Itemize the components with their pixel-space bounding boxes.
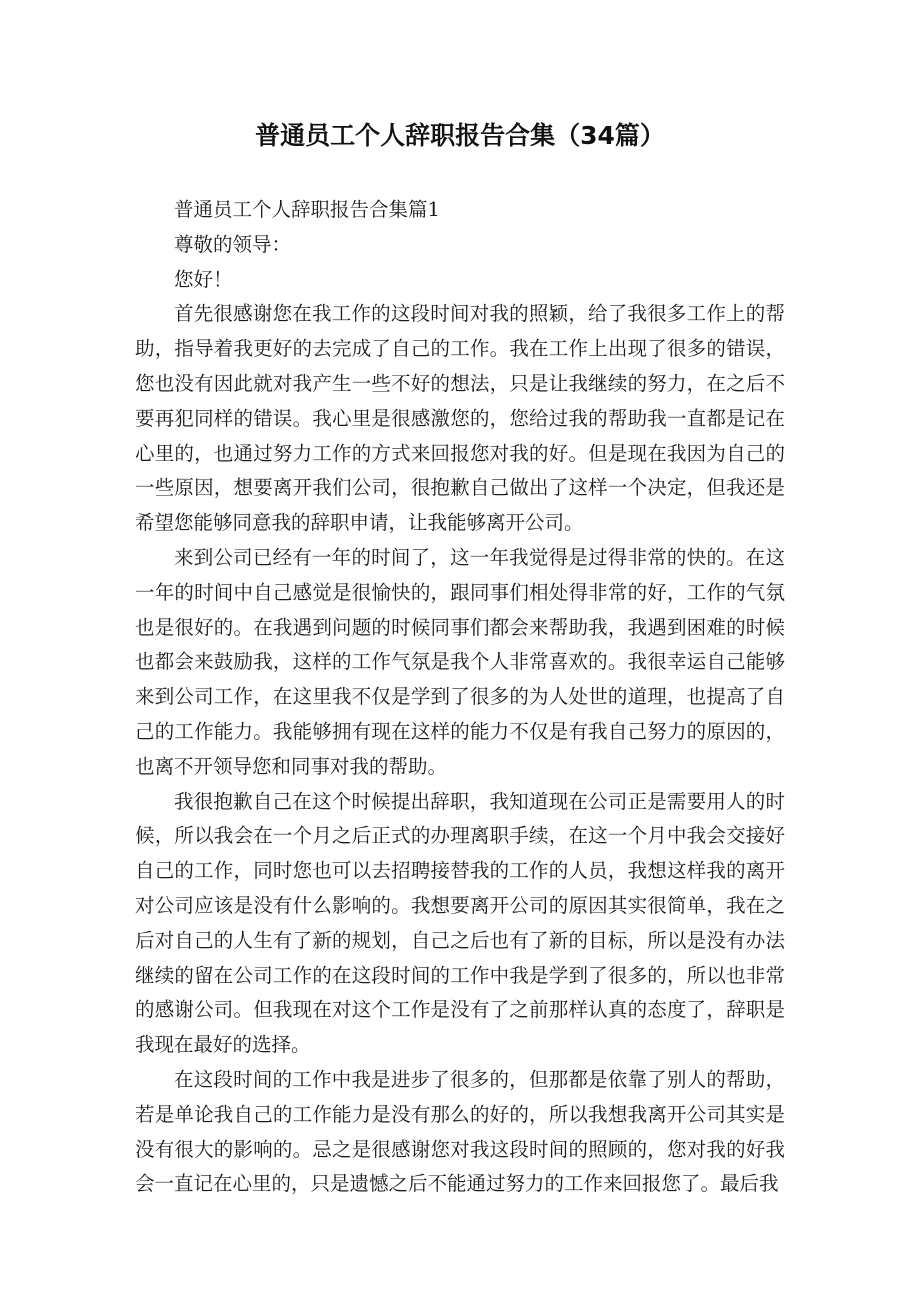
body-paragraph: 在这段时间的工作中我是进步了很多的，但那都是依靠了别人的帮助，若是单论我自己的工作能力是没有那么的好的，所以我想我离开公司其实是没有很大的影响的。忌之是很感谢您对我这段时间的照顾的，您对我的好我会一直记在心里的，只是遗憾之后不能通过努力的工作来回报您了。最后我 [135, 1067, 785, 1196]
greeting: 您好！ [174, 267, 233, 291]
document-title: 普通员工个人辞职报告合集（34篇） [255, 121, 665, 150]
body-paragraph: 来到公司已经有一年的时间了，这一年我觉得是过得非常的快的。在这一年的时间中自己感觉是很愉快的，跟同事们相处得非常的好，工作的气氛也是很好的。在我遇到问题的时候同事们都会来帮助我，我遇到困难的时候也都会来鼓励我，这样的工作气氛是我个人非常喜欢的。我很幸运自己能够来到公司工作，在这里我不仅是学到了很多的为人处世的道理，也提高了自己的工作能力。我能够拥有现在这样的能力不仅是有我自己努力的原因的，也离不开领导您和同事对我的帮助。 [135, 545, 785, 778]
section-heading: 普通员工个人辞职报告合集篇1 [174, 198, 440, 221]
body-paragraph: 首先很感谢您在我工作的这段时间对我的照颖，给了我很多工作上的帮助，指导着我更好的去完成了自己的工作。我在工作上出现了很多的错误，您也没有因此就对我产生一些不好的想法，只是让我继续的努力，在之后不要再犯同样的错误。我心里是很感激您的，您给过我的帮助我一直都是记在心里的，也通过努力工作的方式来回报您对我的好。但是现在我因为自己的一些原因，想要离开我们公司，很抱歉自己做出了这样一个决定，但我还是希望您能够同意我的辞职申请，让我能够离开公司。 [135, 302, 785, 535]
salutation: 尊敬的领导： [174, 232, 292, 256]
body-paragraph: 我很抱歉自己在这个时候提出辞职，我知道现在公司正是需要用人的时候，所以我会在一个月之后正式的办理离职手续，在这一个月中我会交接好自己的工作，同时您也可以去招聘接替我的工作的人员，我想这样我的离开对公司应该是没有什么影响的。我想要离开公司的原因其实很简单，我在之后对自己的人生有了新的规划，自己之后也有了新的目标，所以是没有办法继续的留在公司工作的在这段时间的工作中我是学到了很多的，所以也非常的感谢公司。但我现在对这个工作是没有了之前那样认真的态度了，辞职是我现在最好的选择。 [135, 789, 785, 1057]
document-body [135, 193, 785, 1202]
